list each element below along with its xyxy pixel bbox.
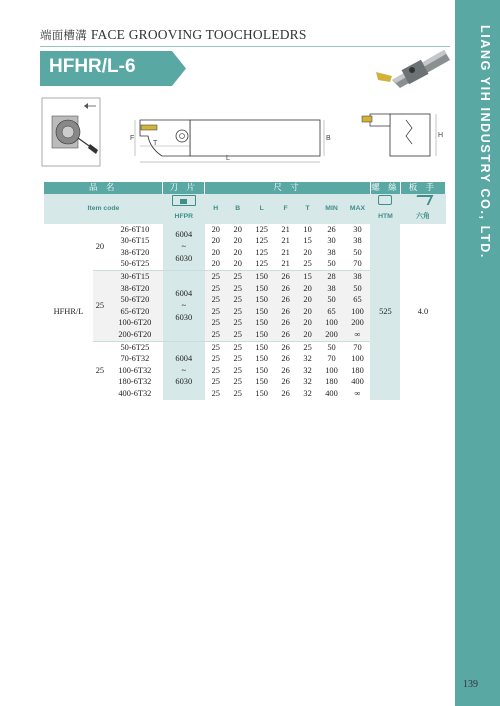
dim-cell: 25 xyxy=(227,283,249,295)
dim-cell: 70 xyxy=(345,341,371,353)
dim-label-l: L xyxy=(226,155,230,162)
page-number: 139 xyxy=(463,679,478,690)
dim-cell: 25 xyxy=(233,365,242,375)
model-banner xyxy=(40,51,186,86)
item-code-cell: 65-6T20 xyxy=(107,306,163,318)
dim-cell: 25 xyxy=(227,294,249,306)
item-code-cell: 50-6T25 xyxy=(107,341,163,353)
item-code-cell: 38-6T20 xyxy=(120,247,150,257)
dim-cell: 25 xyxy=(205,329,227,341)
dim-cell: 25 xyxy=(211,388,220,398)
item-code-cell: 200-6T20 xyxy=(107,329,163,341)
dim-cell: 20 xyxy=(211,236,220,246)
dim-cell: 20 xyxy=(297,317,319,329)
dim-cell: 25 xyxy=(297,341,319,353)
dim-cell: 26 xyxy=(327,224,336,234)
table-row xyxy=(44,224,446,236)
dim-cell: 125 xyxy=(255,236,268,246)
dim-cell: 25 xyxy=(233,354,242,364)
insert-cell: 6004 ~ 6030 xyxy=(163,224,205,271)
dim-cell: 25 xyxy=(211,354,220,364)
dim-cell: 150 xyxy=(255,365,268,375)
dim-cell: 65 xyxy=(345,294,371,306)
dim-cell: 50 xyxy=(345,283,371,295)
insert-cell: 6004 ~ 6030 xyxy=(163,270,205,341)
item-code-cell: 400-6T32 xyxy=(118,388,152,398)
dim-cell: 21 xyxy=(281,224,290,234)
dim-cell: 25 xyxy=(227,270,249,282)
dim-cell: 150 xyxy=(255,377,268,387)
dim-cell: 25 xyxy=(205,294,227,306)
dim-cell: 30 xyxy=(327,236,336,246)
dim-cell: 25 xyxy=(303,259,312,269)
col-insert: HFPR xyxy=(163,194,205,224)
dim-cell: 26 xyxy=(275,294,297,306)
dim-cell: 50 xyxy=(327,259,336,269)
dim-cell: 20 xyxy=(233,247,242,257)
dim-cell: 26 xyxy=(275,329,297,341)
dim-cell: 20 xyxy=(297,306,319,318)
col-l: L xyxy=(249,194,275,224)
dim-cell: 26 xyxy=(281,388,290,398)
col-h: H xyxy=(205,194,227,224)
dim-cell: 180 xyxy=(351,365,364,375)
dim-cell: 25 xyxy=(205,317,227,329)
dim-cell: 25 xyxy=(227,329,249,341)
col-f: F xyxy=(275,194,297,224)
screw-icon xyxy=(378,195,392,205)
col-item-code: Item code xyxy=(44,194,163,224)
dim-cell: ∞ xyxy=(354,388,361,398)
dim-cell: 25 xyxy=(227,317,249,329)
dim-cell: 150 xyxy=(249,283,275,295)
dim-cell: 25 xyxy=(205,283,227,295)
dim-cell: 100 xyxy=(325,365,338,375)
dim-cell: 25 xyxy=(233,388,242,398)
col-t: T xyxy=(297,194,319,224)
dim-cell: 400 xyxy=(351,377,364,387)
category-header-row xyxy=(44,182,446,194)
dim-cell: 50 xyxy=(353,247,362,257)
dim-cell: 150 xyxy=(249,270,275,282)
dim-cell: 25 xyxy=(227,306,249,318)
item-code-cell: 50-6T20 xyxy=(107,294,163,306)
dim-cell: 26 xyxy=(275,306,297,318)
dim-cell: 20 xyxy=(303,247,312,257)
dim-cell: 15 xyxy=(303,236,312,246)
dim-cell: 38 xyxy=(327,247,336,257)
dim-cell: 21 xyxy=(281,259,290,269)
col-wrench: 六角 xyxy=(400,194,445,224)
dim-cell: ∞ xyxy=(345,329,371,341)
item-code-cell: 50-6T25 xyxy=(120,259,150,269)
dim-cell: 180 xyxy=(325,377,338,387)
col-cat-insert: 刀 片 xyxy=(163,182,205,194)
dim-cell: 15 xyxy=(297,270,319,282)
screw-cell: 525 xyxy=(370,224,400,400)
dim-cell: 100 xyxy=(351,354,364,364)
dim-cell: 125 xyxy=(255,259,268,269)
col-b: B xyxy=(227,194,249,224)
dim-label-b: B xyxy=(326,135,331,142)
dim-cell: 32 xyxy=(303,388,312,398)
dim-cell: 50 xyxy=(319,341,345,353)
section-title-zh: 端面槽溝 xyxy=(40,30,87,42)
dim-cell: 26 xyxy=(275,283,297,295)
dim-cell: 70 xyxy=(327,354,336,364)
dim-cell: 32 xyxy=(303,377,312,387)
insert-icon xyxy=(172,195,196,206)
wrench-cell: 4.0 xyxy=(417,306,429,316)
item-code-cell: 30-6T15 xyxy=(107,270,163,282)
dim-cell: 32 xyxy=(303,354,312,364)
dim-cell: 20 xyxy=(233,259,242,269)
model-title: HFHR/L-6 xyxy=(49,56,136,77)
dim-cell: 400 xyxy=(325,388,338,398)
item-code-cell: 26-6T10 xyxy=(120,224,150,234)
col-cat-screw: 螺 絲 xyxy=(371,182,400,192)
section-title xyxy=(40,27,307,43)
item-code-cell: 38-6T20 xyxy=(107,283,163,295)
dim-cell: 26 xyxy=(281,365,290,375)
dim-cell: 26 xyxy=(281,377,290,387)
spec-table xyxy=(44,182,446,400)
dim-cell: 21 xyxy=(281,236,290,246)
dim-cell: 10 xyxy=(303,224,312,234)
dim-cell: 20 xyxy=(233,224,242,234)
dim-cell: 25 xyxy=(233,377,242,387)
technical-drawing xyxy=(40,92,450,172)
dim-cell: 28 xyxy=(319,270,345,282)
dim-cell: 26 xyxy=(275,270,297,282)
dim-label-t: T xyxy=(153,140,158,147)
dim-cell: 21 xyxy=(281,247,290,257)
col-max: MAX xyxy=(345,194,371,224)
dim-cell: 20 xyxy=(233,236,242,246)
size-cell: 25 xyxy=(93,270,107,341)
col-cat-name: 品 名 xyxy=(44,182,163,194)
sub-header-row xyxy=(44,194,446,224)
dim-cell: 20 xyxy=(297,294,319,306)
hex-wrench-icon xyxy=(413,195,434,205)
dim-cell: 100 xyxy=(345,306,371,318)
dim-cell: 25 xyxy=(227,341,249,353)
dim-cell: 20 xyxy=(211,259,220,269)
dim-cell: 25 xyxy=(205,306,227,318)
size-cell: 25 xyxy=(93,341,107,399)
item-code-cell: 70-6T32 xyxy=(120,354,150,364)
dim-cell: 20 xyxy=(297,283,319,295)
product-photo xyxy=(372,42,452,92)
item-code-cell: 100-6T32 xyxy=(118,365,152,375)
col-screw: HTM xyxy=(370,194,400,224)
dim-cell: 26 xyxy=(275,317,297,329)
dim-cell: 25 xyxy=(205,341,227,353)
dim-label-h: H xyxy=(438,132,444,139)
dim-cell: 25 xyxy=(211,365,220,375)
dim-cell: 32 xyxy=(303,365,312,375)
dim-cell: 150 xyxy=(255,354,268,364)
dim-label-f: F xyxy=(130,135,135,142)
company-name: LIANG YIH INDUSTRY CO., LTD. xyxy=(478,25,492,259)
dim-cell: 150 xyxy=(249,306,275,318)
dim-cell: 26 xyxy=(275,341,297,353)
dim-cell: 200 xyxy=(319,329,345,341)
dim-cell: 65 xyxy=(319,306,345,318)
dim-cell: 150 xyxy=(249,341,275,353)
col-min: MIN xyxy=(319,194,345,224)
dim-cell: 38 xyxy=(353,236,362,246)
dim-cell: 20 xyxy=(297,329,319,341)
dim-cell: 25 xyxy=(211,377,220,387)
col-cat-dims: 尺 寸 xyxy=(205,182,371,194)
item-code-cell: 100-6T20 xyxy=(107,317,163,329)
dim-cell: 125 xyxy=(255,247,268,257)
dim-cell: 100 xyxy=(319,317,345,329)
dim-cell: 26 xyxy=(281,354,290,364)
dim-cell: 30 xyxy=(353,224,362,234)
dim-cell: 150 xyxy=(255,388,268,398)
size-cell: 20 xyxy=(95,241,105,251)
dim-cell: 150 xyxy=(249,329,275,341)
col-cat-wrench: 板 手 xyxy=(400,182,445,194)
dim-cell: 150 xyxy=(249,317,275,329)
dim-cell: 38 xyxy=(319,283,345,295)
model-cell: HFHR/L xyxy=(53,306,84,316)
dim-cell: 125 xyxy=(255,224,268,234)
item-code-cell: 180-6T32 xyxy=(118,377,152,387)
dim-cell: 20 xyxy=(211,247,220,257)
insert-cell: 6004 ~ 6030 xyxy=(163,341,205,399)
item-code-cell: 30-6T15 xyxy=(120,236,150,246)
dim-cell: 70 xyxy=(353,259,362,269)
dim-cell: 20 xyxy=(211,224,220,234)
dim-cell: 150 xyxy=(249,294,275,306)
dim-cell: 200 xyxy=(345,317,371,329)
dim-cell: 25 xyxy=(205,270,227,282)
dim-cell: 38 xyxy=(345,270,371,282)
dim-cell: 50 xyxy=(319,294,345,306)
section-title-en: FACE GROOVING TOOCHOLEDRS xyxy=(90,27,307,42)
